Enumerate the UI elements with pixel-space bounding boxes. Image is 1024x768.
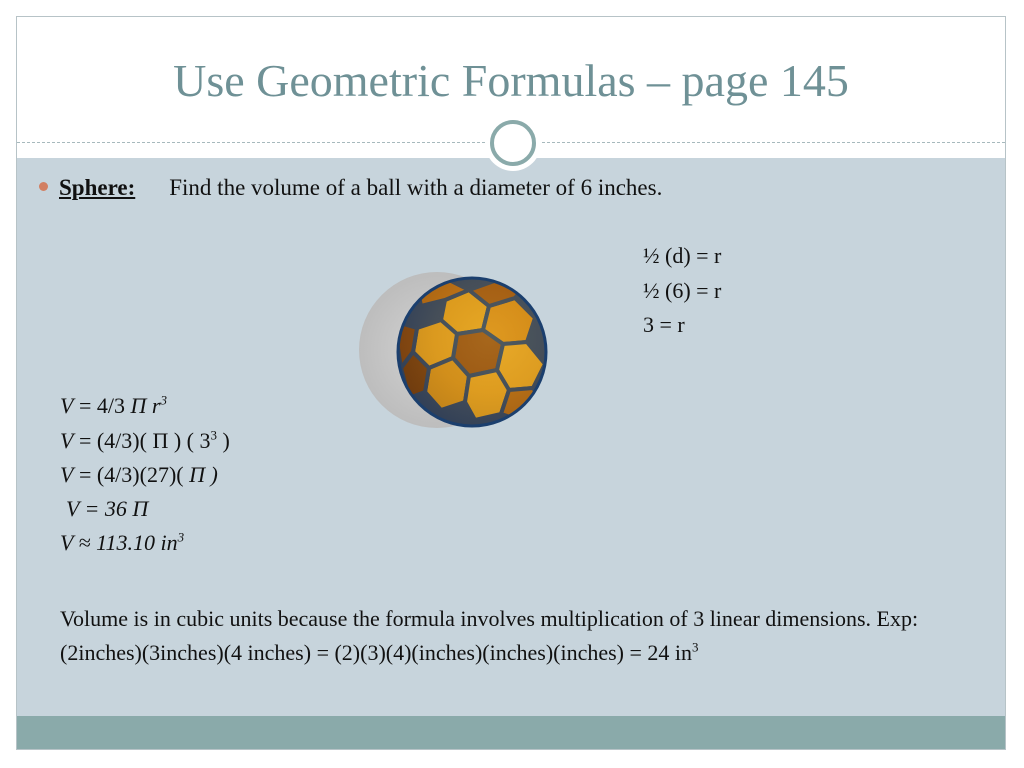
formula-line-2 [60, 427, 230, 453]
formula-line-1 [60, 392, 167, 418]
radius-step-1: ½ (d) = r [643, 243, 722, 268]
formula-5-text: V ≈ 113.10 in [60, 530, 178, 555]
formula-1-eq: = 4/3 [73, 393, 131, 418]
formula-1-pi: Π [130, 393, 147, 418]
formula-1-exp: 3 [160, 392, 167, 408]
bullet-text: Find the volume of a ball with a diameter of 6 inches. [169, 175, 663, 200]
slide [16, 16, 1006, 750]
formula-2-b: ) [217, 428, 230, 453]
formula-1-v: V [60, 393, 74, 418]
footer-band [17, 716, 1005, 750]
explanation-paragraph [60, 602, 980, 670]
formula-2-v: V [60, 428, 74, 453]
radius-step-3: 3 = r [643, 312, 685, 337]
formula-3-a: = (4/3)(27)( [73, 462, 190, 487]
divider-ring-icon [483, 113, 543, 173]
formula-2-exp: 3 [210, 427, 217, 443]
formula-line-4: V = 36 Π [66, 496, 149, 521]
formula-line-3 [60, 464, 218, 486]
page-title: Use Geometric Formulas – page 145 [173, 55, 849, 106]
explanation-exp: 3 [692, 639, 699, 655]
formula-5-exp: 3 [177, 529, 185, 545]
radius-step-2: ½ (6) = r [643, 278, 722, 303]
formula-3-pi: Π ) [189, 462, 218, 487]
formula-2-a: = (4/3)( Π ) ( 3 [73, 428, 211, 453]
explanation-text: Volume is in cubic units because the formula involves multiplication of 3 linear dimensions. Exp: (2inches)(3inches)(4 inches) = (2)(3)(4)(inches)(inches)(inches) = 24 in [60, 606, 919, 665]
formula-3-v: V [60, 462, 74, 487]
soccer-ball-image [357, 272, 557, 432]
bullet-dot-icon [39, 182, 48, 191]
bullet-item [39, 175, 662, 201]
formula-line-5 [60, 529, 185, 555]
sphere-label: Sphere: [59, 175, 136, 200]
formula-1-r: r [146, 393, 161, 418]
